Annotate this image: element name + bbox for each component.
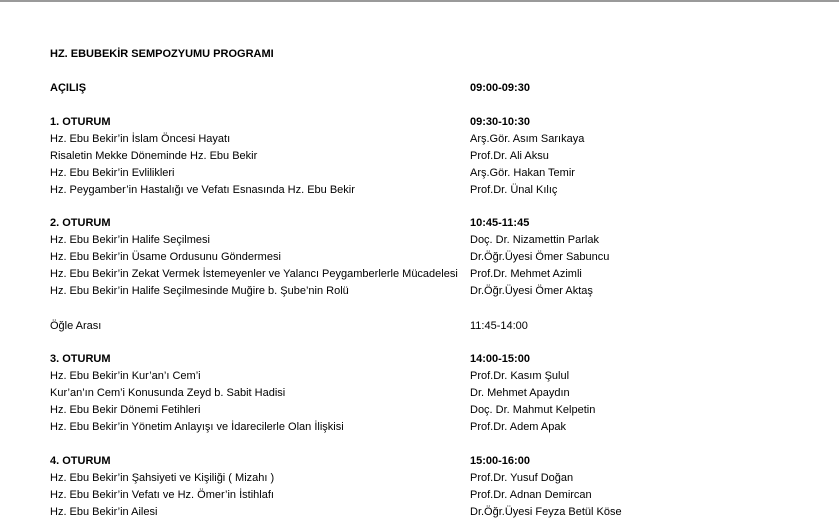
lunch-row	[0, 318, 839, 335]
talk-topic: Hz. Ebu Bekir’in Üsame Ordusunu Göndermesi	[50, 251, 281, 263]
talk-row	[0, 487, 839, 504]
talk-row	[0, 385, 839, 402]
talk-speaker: Prof.Dr. Yusuf Doğan	[470, 472, 574, 484]
talk-row	[0, 182, 839, 199]
session-heading: 1. OTURUM	[50, 116, 111, 128]
session-3-header	[0, 351, 839, 368]
session-heading: 4. OTURUM	[50, 455, 111, 467]
session-1-header	[0, 114, 839, 131]
lunch-label: Öğle Arası	[50, 320, 102, 332]
session-heading: 2. OTURUM	[50, 217, 111, 229]
talk-topic: Hz. Ebu Bekir’in Evlilikleri	[50, 167, 175, 179]
talk-topic: Hz. Ebu Bekir Dönemi Fetihleri	[50, 404, 201, 416]
talk-row	[0, 470, 839, 487]
talk-speaker: Doç. Dr. Nizamettin Parlak	[470, 234, 599, 246]
talk-speaker: Prof.Dr. Kasım Şulul	[470, 370, 570, 382]
session-heading: 3. OTURUM	[50, 353, 111, 365]
opening-row	[0, 80, 839, 97]
talk-speaker: Prof.Dr. Adem Apak	[470, 421, 566, 433]
talk-row	[0, 131, 839, 148]
talk-topic: Hz. Ebu Bekir’in Ailesi	[50, 506, 158, 518]
talk-row	[0, 368, 839, 385]
talk-speaker: Prof.Dr. Mehmet Azimli	[470, 268, 582, 280]
talk-speaker: Arş.Gör. Hakan Temir	[470, 167, 575, 179]
talk-speaker: Prof.Dr. Ünal Kılıç	[470, 184, 558, 196]
talk-row	[0, 165, 839, 182]
talk-speaker: Doç. Dr. Mahmut Kelpetin	[470, 404, 596, 416]
opening-label: AÇILIŞ	[50, 82, 87, 94]
talk-row	[0, 419, 839, 436]
session-time: 10:45-11:45	[470, 217, 530, 229]
talk-row	[0, 266, 839, 283]
talk-speaker: Dr.Öğr.Üyesi Feyza Betül Köse	[470, 506, 622, 518]
talk-topic: Hz. Ebu Bekir’in Halife Seçilmesi	[50, 234, 210, 246]
talk-speaker: Dr. Mehmet Apaydın	[470, 387, 570, 399]
talk-topic: Hz. Ebu Bekir’in Yönetim Anlayışı ve İdarecilerle Olan İlişkisi	[50, 421, 344, 433]
talk-topic: Kur’an’ın Cem’i Konusunda Zeyd b. Sabit Hadisi	[50, 387, 286, 399]
session-4-header	[0, 453, 839, 470]
talk-speaker: Prof.Dr. Ali Aksu	[470, 150, 549, 162]
lunch-time: 11:45-14:00	[470, 320, 528, 332]
talk-topic: Risaletin Mekke Döneminde Hz. Ebu Bekir	[50, 150, 258, 162]
talk-row	[0, 402, 839, 419]
session-time: 09:30-10:30	[470, 116, 530, 128]
talk-topic: Hz. Ebu Bekir’in Halife Seçilmesinde Muğire b. Şube’nin Rolü	[50, 285, 349, 297]
talk-topic: Hz. Ebu Bekir’in İslam Öncesi Hayatı	[50, 133, 231, 145]
talk-speaker: Prof.Dr. Adnan Demircan	[470, 489, 592, 501]
title-row	[0, 46, 839, 63]
talk-row	[0, 249, 839, 266]
opening-time: 09:00-09:30	[470, 82, 530, 94]
session-2-header	[0, 215, 839, 232]
talk-topic: Hz. Peygamber’in Hastalığı ve Vefatı Esnasında Hz. Ebu Bekir	[50, 184, 355, 196]
talk-speaker: Arş.Gör. Asım Sarıkaya	[470, 133, 585, 145]
talk-topic: Hz. Ebu Bekir’in Vefatı ve Hz. Ömer’in İstihlafı	[50, 489, 274, 501]
session-time: 15:00-16:00	[470, 455, 530, 467]
session-time: 14:00-15:00	[470, 353, 530, 365]
talk-speaker: Dr.Öğr.Üyesi Ömer Sabuncu	[470, 251, 610, 263]
program-title: HZ. EBUBEKİR SEMPOZYUMU PROGRAMI	[50, 48, 274, 60]
talk-speaker: Dr.Öğr.Üyesi Ömer Aktaş	[470, 285, 593, 297]
talk-row	[0, 232, 839, 249]
talk-topic: Hz. Ebu Bekir’in Zekat Vermek İstemeyenler ve Yalancı Peygamberlerle Mücadelesi	[50, 268, 458, 280]
talk-topic: Hz. Ebu Bekir’in Şahsiyeti ve Kişiliği ( Mizahı )	[50, 472, 275, 484]
talk-topic: Hz. Ebu Bekir’in Kur’an’ı Cem’i	[50, 370, 201, 382]
talk-row	[0, 504, 839, 521]
talk-row	[0, 283, 839, 300]
talk-row	[0, 148, 839, 165]
